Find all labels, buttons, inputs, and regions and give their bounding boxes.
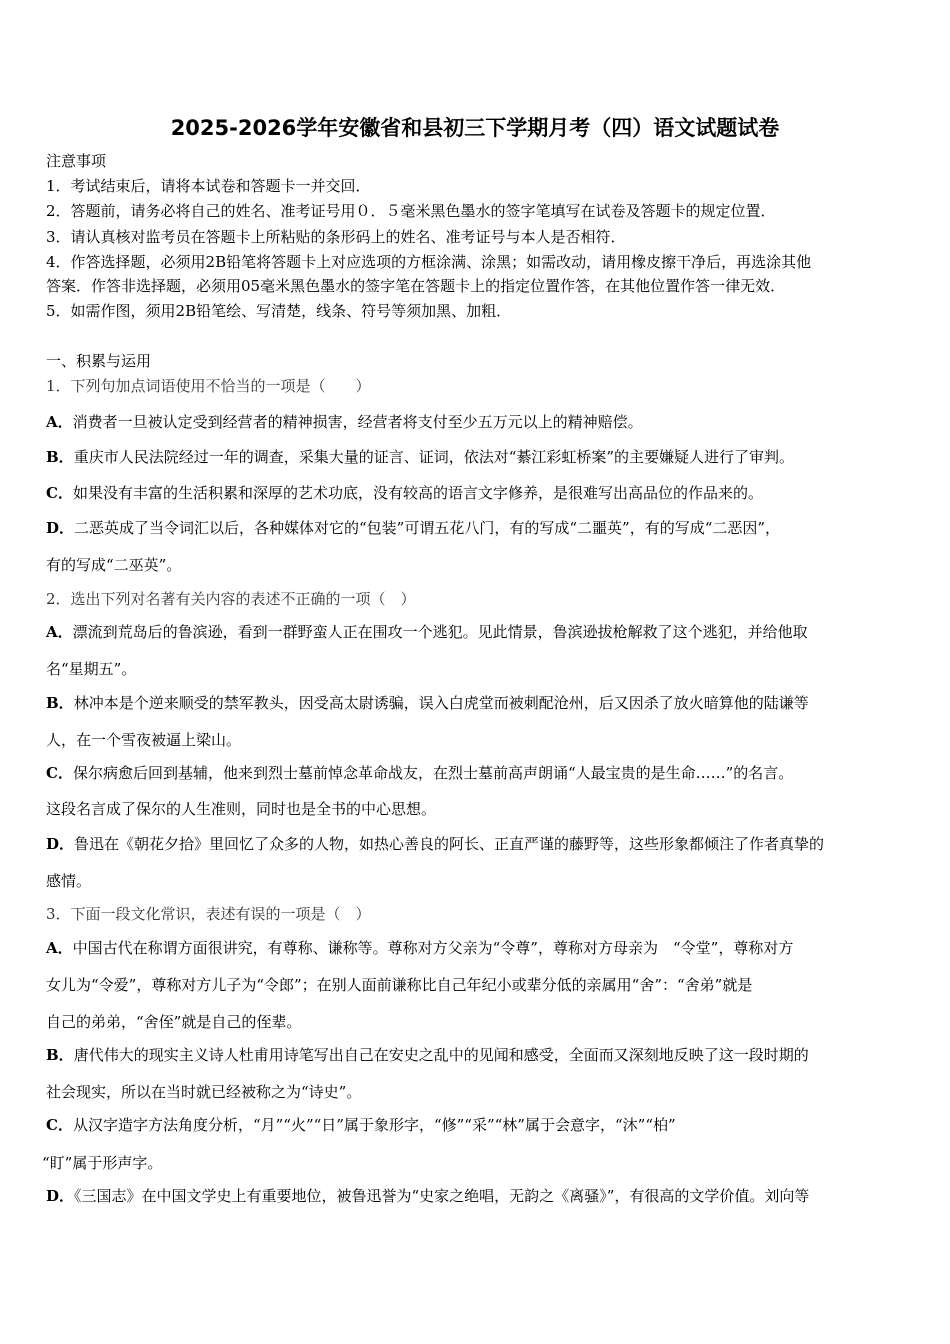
question-2-option-b bbox=[46, 693, 809, 713]
option-text: 《三国志》在中国文学史上有重要地位，被鲁迅誉为“史家之绝唱，无韵之《离骚》”，有很高的文学价值。刘向等 bbox=[74, 1187, 810, 1205]
option-letter: D． bbox=[46, 519, 75, 537]
option-text: 林冲本是个逆来顺受的禁军教头，因受高太尉诱骗，误入白虎堂而被刺配沧州，后又因杀了放火暗算他的陆谦等 bbox=[73, 694, 809, 712]
option-letter: C． bbox=[46, 764, 73, 782]
question-3-option-a-continued: 女儿为“令爱”，尊称对方儿子为“令郎”；在别人面前谦称比自己年纪小或辈分低的亲属用“舍”：“舍弟”就是 bbox=[46, 976, 753, 994]
option-text: 从汉字造字方法角度分析，“月”“火”“日”属于象形字，“修”“采”“林”属于会意字，“沐”“柏” bbox=[72, 1116, 676, 1134]
notice-item: 5．如需作图，须用2B铅笔绘、写清楚，线条、符号等须加黑、加粗． bbox=[46, 302, 512, 320]
option-text: 二恶英成了当令词汇以后，各种媒体对它的“包装”可谓五花八门，有的写成“二噩英”，有的写成“二恶因”， bbox=[74, 519, 781, 537]
question-3-option-b bbox=[46, 1045, 809, 1065]
notice-item: 1．考试结束后，请将本试卷和答题卡一并交回． bbox=[46, 177, 371, 195]
option-letter: B． bbox=[46, 448, 74, 466]
question-3-option-b-continued: 社会现实，所以在当时就已经被称之为“诗史”。 bbox=[46, 1083, 362, 1101]
option-letter: B． bbox=[46, 1046, 74, 1064]
notice-item: 2．答题前，请务必将自己的姓名、准考证号用０．５毫米黑色墨水的签字笔填写在试卷及答题卡的规定位置． bbox=[46, 202, 776, 220]
option-letter: A． bbox=[46, 413, 73, 431]
question-3-option-c bbox=[46, 1115, 676, 1135]
option-letter: A． bbox=[46, 623, 73, 641]
option-text: 鲁迅在《朝花夕拾》里回忆了众多的人物，如热心善良的阿长、正直严谨的藤野等，这些形象都倾注了作者真挚的 bbox=[74, 835, 825, 853]
section-heading: 一、积累与运用 bbox=[46, 352, 152, 370]
question-2-option-d-continued: 感情。 bbox=[46, 872, 92, 890]
question-3-option-a bbox=[46, 938, 793, 958]
question-1-option-d bbox=[46, 518, 780, 538]
question-2-stem: 2．选出下列对名著有关内容的表述不正确的一项（ ） bbox=[46, 590, 416, 608]
option-text: 消费者一旦被认定受到经营者的精神损害，经营者将支付至少五万元以上的精神赔偿。 bbox=[72, 413, 643, 431]
option-text: 如果没有丰富的生活积累和深厚的艺术功底，没有较高的语言文字修养，是很难写出高品位的作品来的。 bbox=[72, 484, 763, 502]
option-letter: D． bbox=[46, 1187, 75, 1205]
question-2-option-c bbox=[46, 763, 793, 783]
document-title: 2025-2026学年安徽省和县初三下学期月考（四）语文试题试卷 bbox=[170, 116, 780, 140]
question-3-option-a-continued: 自己的弟弟，“舍侄”就是自己的侄辈。 bbox=[46, 1013, 302, 1031]
option-letter: A． bbox=[46, 939, 73, 957]
option-text: 重庆市人民法院经过一年的调查，采集大量的证言、证词，依法对“綦江彩虹桥案”的主要嫌疑人进行了审判。 bbox=[73, 448, 795, 466]
question-2-option-d bbox=[46, 834, 824, 854]
question-2-option-c-continued: 这段名言成了保尔的人生准则，同时也是全书的中心思想。 bbox=[46, 800, 437, 818]
option-letter: C． bbox=[46, 1116, 73, 1134]
option-text: 唐代伟大的现实主义诗人杜甫用诗笔写出自己在安史之乱中的见闻和感受，全面而又深刻地反映了这一段时期的 bbox=[73, 1046, 809, 1064]
question-1-option-c bbox=[46, 483, 763, 503]
question-1-option-a bbox=[46, 412, 643, 432]
question-2-option-a-continued: 名“星期五”。 bbox=[46, 660, 137, 678]
question-3-stem: 3．下面一段文化常识，表述有误的一项是（ ） bbox=[46, 905, 371, 923]
notice-item: 答案．作答非选择题，必须用05毫米黑色墨水的签字笔在答题卡上的指定位置作答，在其他位置作答一律无效． bbox=[46, 277, 786, 295]
question-1-option-d-continued: 有的写成“二巫英”。 bbox=[46, 556, 182, 574]
notice-heading: 注意事项 bbox=[46, 152, 107, 170]
notice-item: 3．请认真核对监考员在答题卡上所粘贴的条形码上的姓名、准考证号与本人是否相符． bbox=[46, 228, 626, 246]
option-letter: B． bbox=[46, 694, 74, 712]
question-3-option-d bbox=[46, 1186, 809, 1206]
question-1-option-b bbox=[46, 447, 794, 467]
option-text: 中国古代在称谓方面很讲究，有尊称、谦称等。尊称对方父亲为“令尊”，尊称对方母亲为 “令堂”，尊称对方 bbox=[72, 939, 794, 957]
option-letter: D． bbox=[46, 835, 75, 853]
question-3-option-c-continued: “盯”属于形声字。 bbox=[42, 1154, 163, 1172]
option-letter: C． bbox=[46, 484, 73, 502]
question-1-stem: 1．下列句加点词语使用不恰当的一项是（ ） bbox=[46, 377, 371, 395]
question-2-option-a bbox=[46, 622, 808, 642]
notice-item: 4．作答选择题，必须用2B铅笔将答题卡上对应选项的方框涂满、涂黑；如需改动，请用橡皮擦干净后，再选涂其他 bbox=[46, 253, 812, 271]
option-text: 漂流到荒岛后的鲁滨逊，看到一群野蛮人正在围攻一个逃犯。见此情景，鲁滨逊拔枪解救了这个逃犯，并给他取 bbox=[72, 623, 808, 641]
option-text: 保尔病愈后回到基辅，他来到烈士墓前悼念革命战友，在烈士墓前高声朗诵“人最宝贵的是生命……”的名言。 bbox=[72, 764, 794, 782]
question-2-option-b-continued: 人，在一个雪夜被逼上梁山。 bbox=[46, 731, 242, 749]
